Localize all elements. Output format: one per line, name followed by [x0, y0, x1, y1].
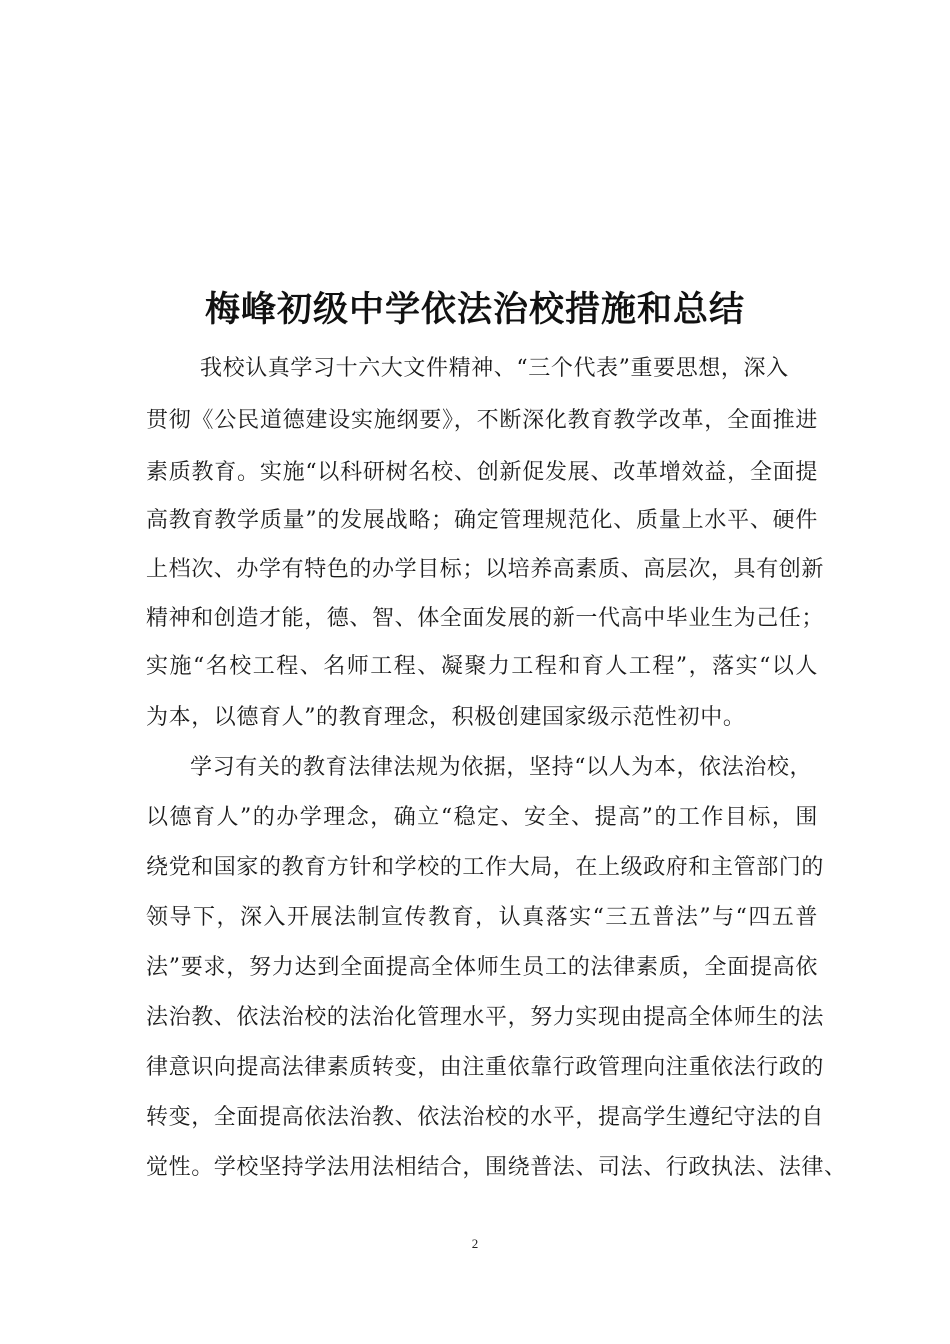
document-title: 梅峰初级中学依法治校措施和总结 — [204, 290, 745, 330]
paragraph-2-line-3: 绕党和国家的教育方针和学校的工作大局，在上级政府和主管部门的 — [146, 855, 825, 880]
paragraph-1-line-8: 为本，以德育人”的教育理念，积极创建国家级示范性初中。 — [146, 705, 746, 730]
paragraph-1-line-4: 高教育教学质量”的发展战略；确定管理规范化、质量上水平、硬件 — [146, 508, 818, 533]
page-number: 2 — [471, 1236, 479, 1251]
paragraph-1-line-6: 精神和创造才能，德、智、体全面发展的新一代高中毕业生为己任； — [146, 606, 825, 631]
paragraph-1-line-3: 素质教育。实施“以科研树名校、创新促发展、改革增效益，全面提 — [146, 460, 818, 485]
paragraph-2-line-9: 觉性。学校坚持学法用法相结合，围绕普法、司法、行政执法、法律、 — [146, 1155, 847, 1180]
paragraph-2-line-7: 律意识向提高法律素质转变，由注重依靠行政管理向注重依法行政的 — [146, 1055, 825, 1080]
paragraph-1-line-5: 上档次、办学有特色的办学目标；以培养高素质、高层次，具有创新 — [146, 557, 825, 582]
paragraph-2-line-4: 领导下，深入开展法制宣传教育，认真落实“三五普法”与“四五普 — [146, 905, 818, 930]
paragraph-2-line-1: 学习有关的教育法律法规为依据，坚持“以人为本，依法治校， — [190, 755, 813, 780]
paragraph-2-line-6: 法治教、依法治校的法治化管理水平，努力实现由提高全体师生的法 — [146, 1005, 825, 1030]
paragraph-1-line-7: 实施“名校工程、名师工程、凝聚力工程和育人工程”，落实“以人 — [146, 654, 818, 679]
paragraph-2-line-8: 转变，全面提高依法治教、依法治校的水平，提高学生遵纪守法的自 — [146, 1105, 825, 1130]
paragraph-2-line-5: 法”要求，努力达到全面提高全体师生员工的法律素质，全面提高依 — [146, 955, 818, 980]
paragraph-1-line-2: 贯彻《公民道德建设实施纲要》，不断深化教育教学改革，全面推进 — [146, 408, 818, 433]
paragraph-1-line-1: 我校认真学习十六大文件精神、“三个代表”重要思想，深入 — [200, 356, 789, 381]
paragraph-2-line-2: 以德育人”的办学理念，确立“稳定、安全、提高”的工作目标，围 — [146, 805, 818, 830]
